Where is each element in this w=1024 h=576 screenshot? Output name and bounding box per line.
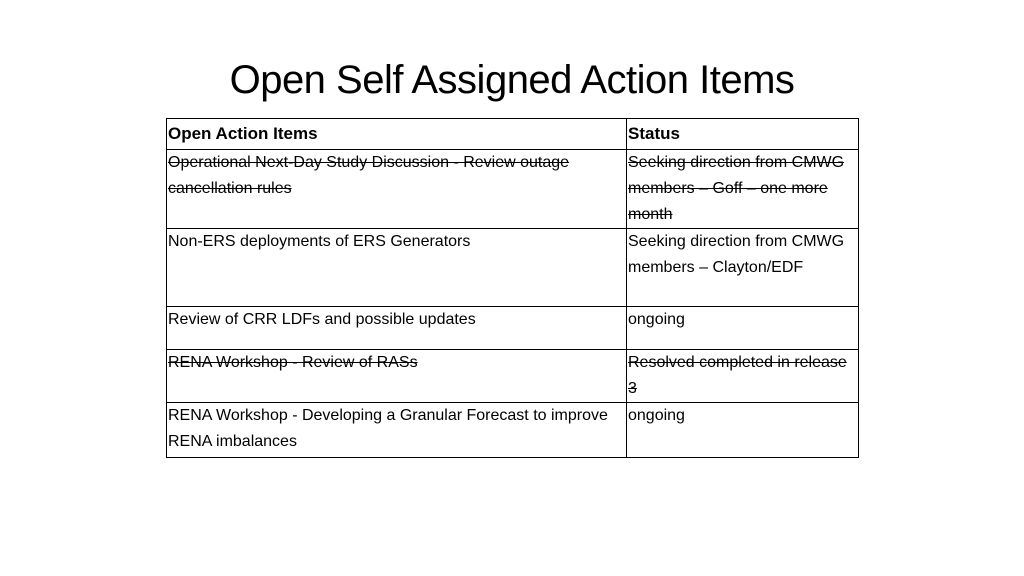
status-cell: ongoing [627,403,859,458]
action-item-cell: Review of CRR LDFs and possible updates [167,307,627,350]
status-cell: Resolved completed in release 3 [627,350,859,403]
status-cell: Seeking direction from CMWG members – Clayton/EDF [627,229,859,307]
header-open-action-items: Open Action Items [167,119,627,150]
table-row [167,307,859,350]
action-item-cell: Non-ERS deployments of ERS Generators [167,229,627,307]
header-status: Status [627,119,859,150]
table-row [167,403,859,458]
action-item-cell: Operational Next-Day Study Discussion - Review outage cancellation rules [167,150,627,229]
status-cell: Seeking direction from CMWG members – Goff – one more month [627,150,859,229]
table-row [167,350,859,403]
action-item-cell: RENA Workshop - Review of RASs [167,350,627,403]
table-row [167,150,859,229]
slide-title: Open Self Assigned Action Items [229,58,795,102]
action-items-table [166,118,859,458]
table-header-row [167,119,859,150]
table-row [167,229,859,307]
action-item-cell: RENA Workshop - Developing a Granular Forecast to improve RENA imbalances [167,403,627,458]
status-cell: ongoing [627,307,859,350]
